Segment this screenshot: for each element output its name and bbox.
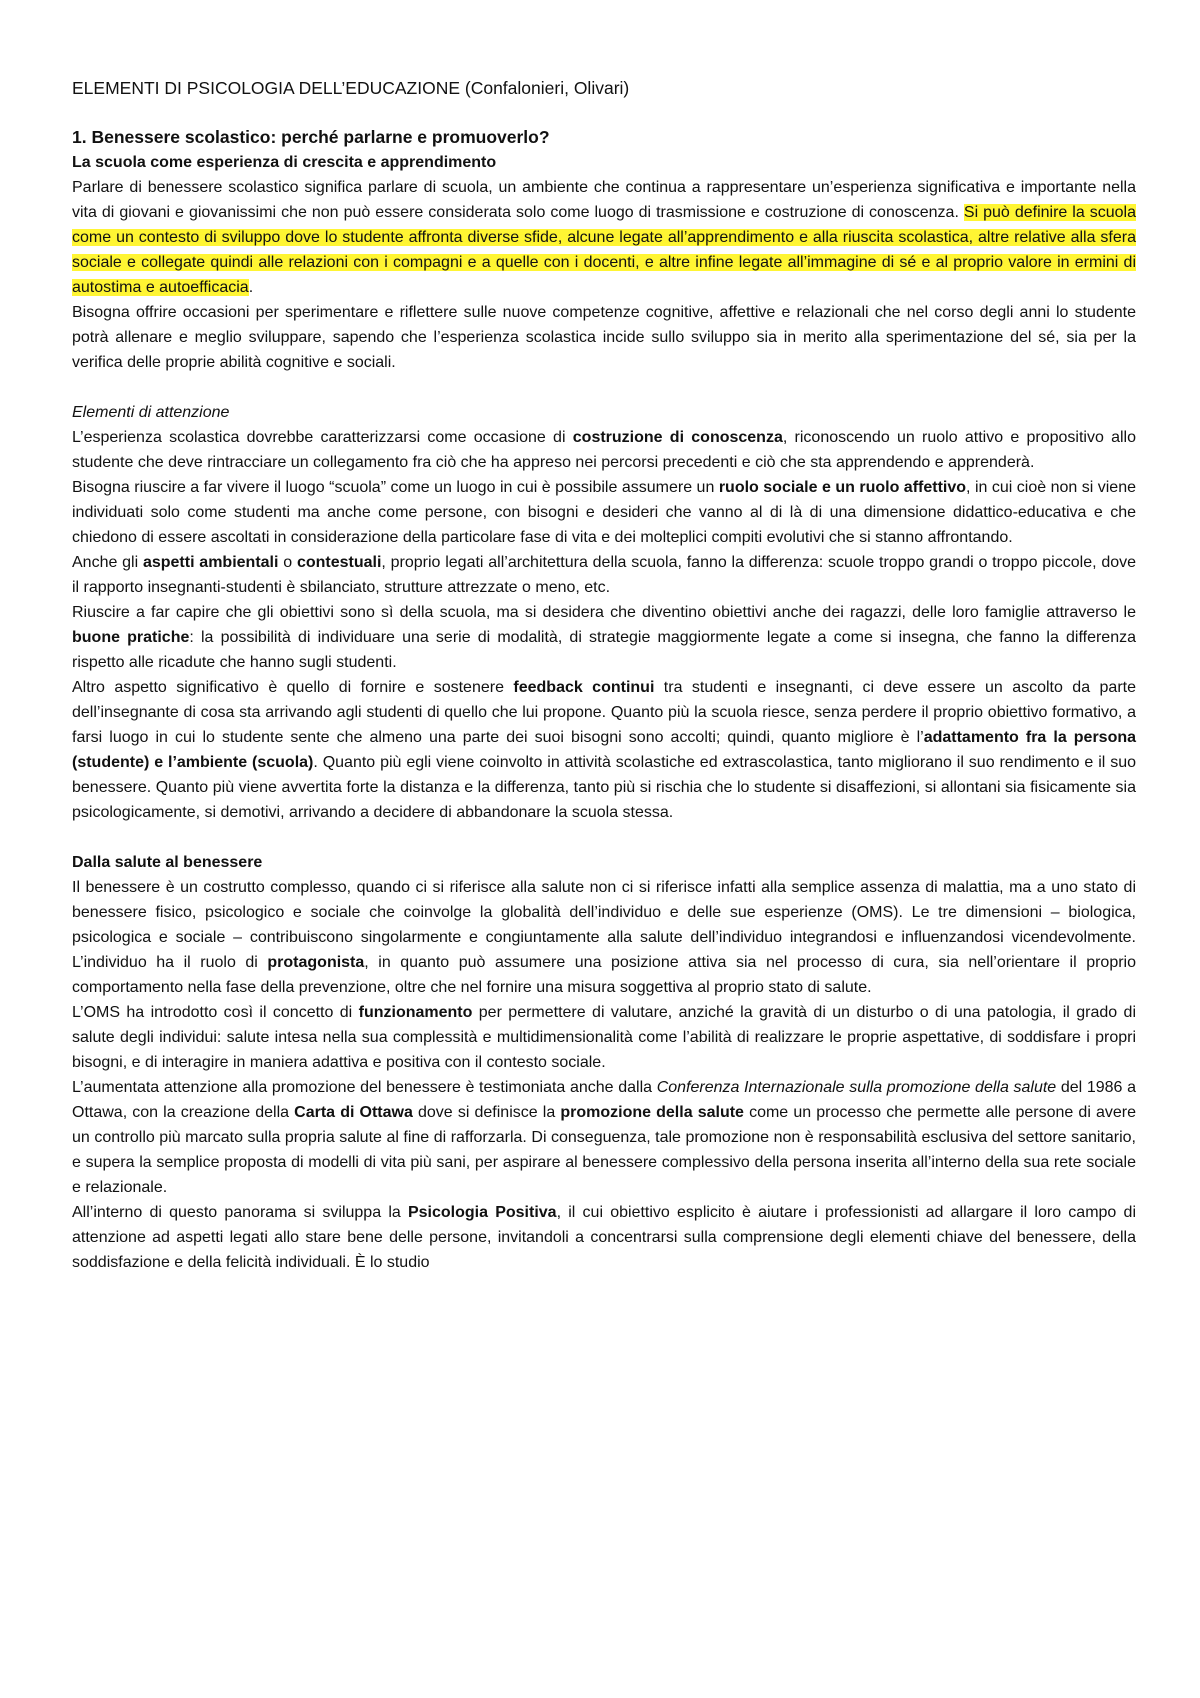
section-heading: 1. Benessere scolastico: perché parlarne e promuoverlo? (72, 127, 550, 147)
paragraph: L’OMS ha introdotto così il concetto di funzionamento per permettere di valutare, anziché la gravità di un disturbo o di una patologia, il grado di salute degli individui: salute intesa nella sua complessità e multidimensionalità come l’abilità di realizzare le proprie aspettative, di soddisfare i propri bisogni, e di interagire in maniera adattiva e positiva con il contesto sociale. (72, 1004, 1136, 1071)
subheading-attention-elements: Elementi di attenzione (72, 404, 230, 421)
paragraph: Riuscire a far capire che gli obiettivi sono sì della scuola, ma si desidera che diventino obiettivi anche dei ragazzi, delle loro famiglie attraverso le buone pratiche: la possibilità di individuare una serie di modalità, di strategie maggiormente legate a come si insegna, che fanno la differenza rispetto alle ricadute che hanno sugli studenti. (72, 604, 1137, 671)
document-title: ELEMENTI DI PSICOLOGIA DELL’EDUCAZIONE (Confalonieri, Olivari) (72, 78, 630, 98)
paragraph: Parlare di benessere scolastico significa parlare di scuola, un ambiente che continua a rappresentare un’esperienza significativa e importante nella vita di giovani e giovanissimi che non può essere considerata solo come luogo di trasmissione e costruzione di conoscenza. Si può definire la scuola come un contesto di sviluppo dove lo studente affronta diverse sfide, alcune legate all’apprendimento e alla riuscita scolastica, altre relative alla sfera sociale e collegate quindi alle relazioni con i compagni e a quelle con i docenti, e altre infine legate all’immagine di sé e al proprio valore in ermini di autostima e autoefficacia. (72, 179, 1137, 296)
paragraph: Bisogna riuscire a far vivere il luogo “scuola” come un luogo in cui è possibile assumere un ruolo sociale e un ruolo affettivo, in cui cioè non si viene individuati solo come studenti ma anche come persone, con bisogni e desideri che vanno al di là di una dimensione didattico-educativa e che chiedono di essere ascoltati in considerazione della particolare fase di vita e dei molteplici compiti evolutivi che si stanno affrontando. (72, 479, 1136, 546)
paragraph: L’esperienza scolastica dovrebbe caratterizzarsi come occasione di costruzione di conoscenza, riconoscendo un ruolo attivo e propositivo allo studente che deve rintracciare un collegamento fra ciò che ha appreso nei percorsi precedenti e ciò che sta apprendendo e apprenderà. (72, 429, 1137, 471)
highlighted-text: Si può definire la scuola come un contesto di sviluppo dove lo studente affronta diverse sfide, alcune legate all’apprendimento e alla riuscita scolastica, altre relative alla sfera sociale e collegate quindi alle relazioni con i compagni e a quelle con i docenti, e altre infine legate all’immagine di sé e al proprio valore in ermini di autostima e autoefficacia (72, 204, 1137, 296)
paragraph: Altro aspetto significativo è quello di fornire e sostenere feedback continui tra studenti e insegnanti, ci deve essere un ascolto da parte dell’insegnante di cosa sta arrivando agli studenti di quello che lui propone. Quanto più la scuola riesce, senza perdere il proprio obiettivo formativo, a farsi luogo in cui lo studente sente che almeno una parte dei suoi bisogni sono accolti; quindi, quanto migliore è l’adattamento fra la persona (studente) e l’ambiente (scuola). Quanto più egli viene coinvolto in attività scolastiche ed extrascolastica, tanto migliorano il suo rendimento e il suo benessere. Quanto più viene avvertita forte la distanza e la differenza, tanto più si rischia che lo studente si disaffezioni, si allontani sia fisicamente sia psicologicamente, si demotivi, arrivando a decidere di abbandonare la scuola stessa. (72, 679, 1137, 821)
paragraph: Bisogna offrire occasioni per sperimentare e riflettere sulle nuove competenze cognitive, affettive e relazionali che nel corso degli anni lo studente potrà allenare e meglio sviluppare, sapendo che l’esperienza scolastica incide sullo sviluppo sia in merito alla sperimentazione del sé, sia per la verifica delle proprie abilità cognitive e sociali. (72, 304, 1136, 371)
subheading-school-growth: La scuola come esperienza di crescita e apprendimento (72, 154, 497, 171)
paragraph: Anche gli aspetti ambientali o contestuali, proprio legati all’architettura della scuola, fanno la differenza: scuole troppo grandi o troppo piccole, dove il rapporto insegnanti-studenti è sbilanciato, strutture attrezzate o meno, etc. (72, 554, 1137, 596)
paragraph: All’interno di questo panorama si sviluppa la Psicologia Positiva, il cui obiettivo esplicito è aiutare i professionisti ad allargare il loro campo di attenzione ad aspetti legati allo stare bene delle persone, invitandoli a concentrarsi sulla comprensione degli elementi chiave del benessere, della soddisfazione e della felicità individuali. È lo studio (72, 1204, 1136, 1271)
paragraph: L’aumentata attenzione alla promozione del benessere è testimoniata anche dalla Conferenza Internazionale sulla promozione della salute del 1986 a Ottawa, con la creazione della Carta di Ottawa dove si definisce la promozione della salute come un processo che permette alle persone di avere un controllo più marcato sulla propria salute al fine di rafforzarla. Di conseguenza, tale promozione non è responsabilità esclusiva del settore sanitario, e supera la semplice proposta di modelli di vita più sani, per aspirare al benessere complessivo della persona inserita all’interno della sua rete sociale e relazionale. (72, 1079, 1137, 1196)
subheading-health-wellbeing: Dalla salute al benessere (72, 854, 263, 871)
paragraph: Il benessere è un costrutto complesso, quando ci si riferisce alla salute non ci si riferisce infatti alla semplice assenza di malattia, ma a uno stato di benessere fisico, psicologico e sociale che coinvolge la globalità dell’individuo e delle sue esperienze (OMS). Le tre dimensioni – biologica, psicologica e sociale – contribuiscono singolarmente e congiuntamente alla salute dell’individuo integrandosi e influenzandosi vicendevolmente. L’individuo ha il ruolo di protagonista, in quanto può assumere una posizione attiva sia nel processo di cura, sia nell’orientare il proprio comportamento nella fase della prevenzione, oltre che nel fornire una misura soggettiva al proprio stato di salute. (72, 879, 1137, 996)
